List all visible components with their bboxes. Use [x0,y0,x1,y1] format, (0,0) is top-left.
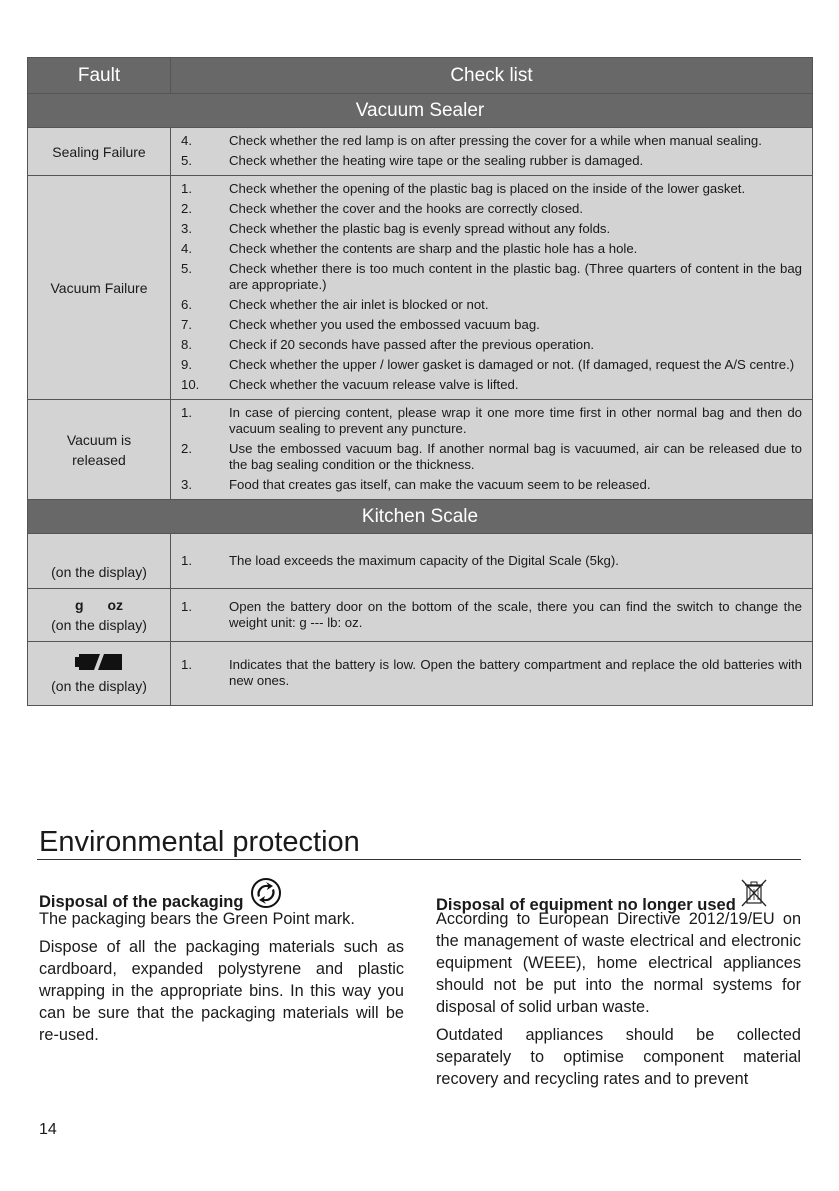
table-header-row [28,58,813,94]
item-number: 4. [181,133,192,148]
check-item [181,181,802,197]
item-text: Check whether the opening of the plastic bag is placed on the inside of the lower gasket. [229,181,746,196]
equipment-heading-text: Disposal of equipment no longer used [436,896,736,914]
item-text: Use the embossed vacuum bag. If another normal bag is vacuumed, air can be released due to the bag sealing condition or the thickness. [229,441,802,472]
item-number: 6. [181,297,192,312]
item-text: The load exceeds the maximum capacity of the Digital Scale (5kg). [229,552,619,568]
item-number: 3. [181,477,192,492]
equipment-paragraph: According to European Directive 2012/19/EU on the management of waste electrical and electronic equipment (WEEE), home electrical appliances should not be put into the normal systems for disposal of solid urban waste. [436,910,801,1016]
equipment-column [436,878,801,1096]
item-number: 2. [181,201,192,216]
packaging-column [39,878,404,1052]
item-number: 5. [181,153,192,168]
green-point-icon [249,878,283,908]
troubleshooting-table [27,57,813,706]
header-fault: Fault [28,58,171,94]
item-number: 1. [181,598,192,614]
fault-label: (on the display) [51,617,147,633]
section-title-kitchen-scale: Kitchen Scale [28,500,813,534]
packaging-paragraph: Dispose of all the packaging materials such as cardboard, expanded polystyrene and plastic wrapping in the appropriate bins. In this way you can be sure that the packaging materials will be re-used. [39,938,404,1044]
weight-unit-display [28,595,170,615]
check-item [181,553,802,569]
item-text: Check whether there is too much content in the plastic bag. (Three quarters of content in the bag are appropriate.) [229,261,802,292]
check-item [181,477,802,493]
check-item [181,221,802,237]
item-text: Check whether the red lamp is on after pressing the cover for a while when manual sealing. [229,133,762,148]
item-text: Indicates that the battery is low. Open the battery compartment and replace the old batteries with new ones. [229,657,802,688]
table-row [28,176,813,400]
packaging-heading-text: Disposal of the packaging [39,893,244,911]
checklist-cell [171,642,813,706]
item-number: 9. [181,357,192,372]
table-row [28,534,813,589]
item-number: 3. [181,221,192,236]
equipment-heading [436,878,801,914]
check-item [181,133,802,149]
fault-cell [28,589,171,642]
check-item [181,241,802,257]
checklist-cell [171,534,813,589]
table-row [28,589,813,642]
checklist-cell [171,400,813,500]
section-title-environmental: Environmental protection [39,826,360,858]
check-item [181,657,802,689]
item-number: 1. [181,552,192,568]
item-text: Open the battery door on the bottom of the scale, there you can find the switch to change the weight unit: g --- lb: oz. [229,598,802,630]
item-number: 7. [181,317,192,332]
table-row [28,400,813,500]
item-text: Check whether the upper / lower gasket is damaged or not. (If damaged, request the A/S centre.) [229,357,795,372]
check-item [181,261,802,293]
divider [37,859,801,860]
fault-cell: Vacuum Failure [28,176,171,400]
page-number: 14 [39,1121,57,1138]
item-text: Food that creates gas itself, can make the vacuum seem to be released. [229,477,651,492]
fault-label: Vacuum is released [66,431,132,468]
item-text: Check whether the vacuum release valve is lifted. [229,377,519,392]
check-item [181,317,802,333]
checklist-cell [171,128,813,176]
fault-cell: (on the display) [28,534,171,589]
checklist-cell [171,589,813,642]
unit-oz: oz [107,597,124,613]
check-item [181,405,802,437]
check-item [181,599,802,631]
item-number: 8. [181,337,192,352]
fault-cell [28,642,171,706]
item-number: 4. [181,241,192,256]
fault-cell: Sealing Failure [28,128,171,176]
item-number: 1. [181,181,192,196]
check-item [181,377,802,393]
check-item [181,357,802,373]
item-number: 10. [181,377,200,392]
check-item [181,337,802,353]
item-number: 1. [181,657,192,672]
item-text: In case of piercing content, please wrap it one more time first in other normal bag and then do vacuum sealing to prevent any puncture. [229,405,802,436]
item-number: 5. [181,261,192,276]
fault-label: (on the display) [51,677,147,694]
low-battery-icon [74,652,124,672]
item-text: Check whether the air inlet is blocked or not. [229,297,489,312]
equipment-paragraph: Outdated appliances should be collected separately to optimise component material recovery and recycling rates and to prevent [436,1026,801,1088]
table-row [28,128,813,176]
checklist-cell [171,176,813,400]
item-text: Check whether the plastic bag is evenly spread without any folds. [229,221,611,236]
crossed-bin-icon [740,878,768,908]
item-text: Check whether the heating wire tape or the sealing rubber is damaged. [229,153,644,168]
check-item [181,297,802,313]
check-item [181,201,802,217]
table-row [28,642,813,706]
item-number: 1. [181,405,192,420]
item-text: Check whether the contents are sharp and the plastic hole has a hole. [229,241,638,256]
item-text: Check whether you used the embossed vacuum bag. [229,317,540,332]
item-number: 2. [181,441,192,456]
item-text: Check if 20 seconds have passed after the previous operation. [229,337,595,352]
section-row [28,500,813,534]
packaging-heading [39,878,404,911]
check-item [181,441,802,473]
check-item [181,153,802,169]
header-checklist: Check list [171,58,813,94]
item-text: Check whether the cover and the hooks are correctly closed. [229,201,584,216]
section-title-vacuum-sealer: Vacuum Sealer [28,94,813,128]
packaging-paragraph: The packaging bears the Green Point mark. [39,910,355,928]
fault-cell [28,400,171,500]
unit-g: g [74,597,84,613]
section-row [28,94,813,128]
